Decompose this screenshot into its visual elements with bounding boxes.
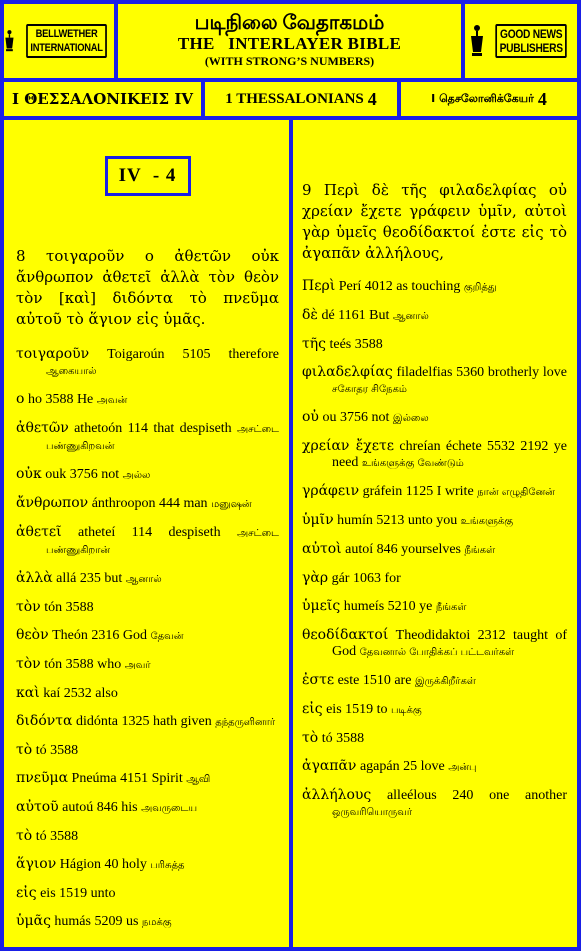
word-entry [302,758,567,776]
greek-word: τὸν [16,599,41,615]
book-name-english [205,82,397,116]
word-entry [16,599,279,616]
word-gloss: ouk 3756 not [41,467,123,482]
greek-word: πνεῦμα [16,770,69,786]
word-gloss: autoí 846 yourselves [341,542,465,557]
tamil-gloss: ஆனால் [125,574,162,585]
tamil-gloss: அவன் [96,395,128,406]
tamil-gloss: சகோதர சிநேகம் [332,384,407,395]
word-entry [302,336,567,353]
bell-figure-icon [4,24,15,58]
tamil-gloss: அன்பு [448,762,477,773]
word-entry [16,391,279,409]
greek-word: ἀθετῶν [16,420,69,436]
greek-word: γράφειν [302,483,360,499]
word-gloss: Hágion 40 holy [56,857,151,872]
word-entry [302,570,567,587]
greek-word: ἀλλήλους [302,787,372,803]
book-name-tamil [401,82,577,116]
tamil-gloss: அவருடைய [141,803,198,814]
word-entry [16,685,279,702]
word-entry [16,770,279,788]
word-entry [16,524,279,559]
book-name-greek [4,82,201,116]
word-gloss: eis 1519 to [322,702,392,717]
word-entry [16,627,279,645]
word-gloss: alleélous 240 one another [371,788,567,803]
greek-word: καὶ [16,685,40,701]
word-gloss: tó 3588 [32,829,79,844]
word-entry [302,364,567,398]
greek-word: χρείαν ἔχετε [302,438,394,454]
word-gloss: gráfein 1125 I write [359,484,478,499]
word-gloss: este 1510 are [334,673,415,688]
word-gloss: tón 3588 [40,600,94,615]
word-entry [16,656,279,674]
tamil-gloss: தந்தருளினார் [215,717,276,728]
greek-word: ἄνθρωπον [16,495,89,511]
word-gloss: teés 3588 [325,337,383,352]
greek-word: ὑμᾶς [16,913,51,929]
tamil-gloss: நமக்கு [141,917,172,928]
tamil-gloss: அசட்டை பண்ணுகிறவன் [46,424,279,452]
tamil-gloss: உங்களுக்கு [460,516,514,527]
word-entry [302,307,567,325]
book-english-chapter: 4 [367,88,377,109]
book-tamil-text: I தெசலோனிக்கேயர் [431,91,534,105]
tamil-gloss: குறித்து [463,282,497,293]
word-gloss: allá 235 but [52,571,126,586]
logo-bellwether [4,4,114,78]
logo-line: GOOD NEWS [499,27,563,41]
greek-word: ἀθετεῖ [16,524,62,540]
word-gloss: chreían échete 5532 2192 ye need [332,439,568,470]
chapter-label [105,156,191,196]
word-gloss: atheteí 114 despiseth [61,525,237,540]
greek-word: τὸ [16,828,33,844]
greek-word: δὲ [302,307,318,323]
tamil-gloss: அவர் [124,660,151,671]
bell-figure-icon [469,24,485,58]
greek-word: φιλαδελφίας [302,364,393,380]
word-gloss: Theón 2316 God [48,628,151,643]
word-entry [16,742,279,759]
word-list [16,346,279,931]
word-gloss: dé 1161 But [317,308,393,323]
word-gloss: agapán 25 love [356,759,449,774]
book-english-text: 1 THESSALONIANS [225,90,364,107]
word-entry [302,701,567,719]
word-gloss: Perí 4012 as touching [335,279,464,294]
word-entry [302,512,567,530]
greek-word: διδόντα [16,713,73,729]
greek-word: ὑμῖν [302,512,334,528]
word-gloss: tó 3588 [32,743,79,758]
greek-word: εἰς [16,885,37,901]
word-entry [302,598,567,616]
greek-word: τοιγαροῦν [16,346,90,362]
word-entry [16,828,279,845]
greek-word: ο [16,391,25,407]
greek-word: τὸ [302,730,319,746]
word-gloss: eis 1519 unto [36,886,116,901]
word-entry [302,409,567,427]
word-gloss: didónta 1325 hath given [72,714,216,729]
word-entry [302,541,567,559]
word-entry [16,570,279,588]
greek-word: ὑμεῖς [302,598,341,614]
word-entry [302,672,567,690]
tamil-gloss: தேவன் [150,631,184,642]
tamil-gloss: ஒருவரியொருவர் [332,807,413,818]
tamil-gloss: ஆகையால் [46,366,97,377]
word-entry [16,885,279,902]
tamil-gloss: படிக்கு [391,705,422,716]
tamil-gloss: அல்ல [122,470,151,481]
greek-word: οὐ [302,409,319,425]
greek-word: γὰρ [302,570,329,586]
tamil-gloss: பரிசுத்த [150,860,185,871]
logo-line: BELLWETHER [35,28,98,40]
word-entry [16,420,279,455]
tamil-gloss: ஆவி [186,774,211,785]
word-entry [16,346,279,380]
tamil-gloss: உங்களுக்கு வேண்டும் [361,458,464,469]
tamil-gloss: நான் எழுதினேன் [477,487,555,498]
greek-word: τὸ [16,742,33,758]
tamil-gloss: ஆனால் [392,311,429,322]
greek-word: θεοδίδακτοί [302,627,389,643]
word-entry [16,495,279,513]
tamil-gloss: அசட்டை பண்ணுகிறான் [46,528,279,556]
word-entry [16,913,279,931]
word-gloss: Pneúma 4151 Spirit [68,771,187,786]
logo-good-news [465,4,577,78]
word-entry [302,627,567,661]
word-gloss: filadelfias 5360 brotherly love [392,365,567,380]
tamil-gloss: மனுஷன் [211,499,252,510]
title-block [118,4,461,78]
word-entry [302,483,567,501]
greek-word: ἀγαπᾶν [302,758,357,774]
greek-word: αὐτοὶ [302,541,342,557]
verse-text: 8 τοιγαροῦν ο ἀθετῶν οὐκ ἄνθρωπον ἀθετεῖ ἀλλὰ τὸν θεὸν τὸν [καὶ] διδόντα τὸ πνεῦμα αὐτοῦ τὸ ἅγιον εἰς ὑμᾶς. [16,247,279,328]
word-gloss: Theodidaktoi 2312 taught of God [332,628,567,659]
word-entry [302,787,567,821]
word-gloss: autoú 846 his [58,800,142,815]
tamil-gloss: நீங்கள் [435,602,467,613]
word-entry [16,856,279,874]
word-gloss: humeís 5210 ye [340,599,436,614]
greek-word: τῆς [302,336,326,352]
verse-text: 9 Περὶ δὲ τῆς φιλαδελφίας οὐ χρείαν ἔχετε γράφειν ὑμῖν, αὐτοὶ γὰρ ὑμεῖς θεοδίδακτοί ἐστε εἰς τὸ ἀγαπᾶν ἀλλήλους, [302,181,567,262]
greek-word: θεὸν [16,627,49,643]
title-main: THE INTERLAYER BIBLE [177,34,402,53]
word-gloss: kaí 2532 also [39,686,118,701]
right-column [293,120,577,947]
book-greek-text: I ΘΕΣΣΑΛΟΝΙΚΕΙΣ IV [12,90,193,108]
logo-text [26,24,107,58]
word-entry [302,278,567,296]
word-gloss: ho 3588 He [24,392,97,407]
word-entry [302,730,567,747]
logo-line: INTERNATIONAL [30,42,103,54]
word-entry [16,799,279,817]
left-column [4,120,289,947]
greek-word: οὐκ [16,466,42,482]
word-gloss: Toigaroún 5105 therefore [89,347,279,362]
chapter-label-text: IV - 4 [118,165,177,186]
book-tamil-chapter: 4 [537,88,547,109]
title-sub: (WITH STRONG’S NUMBERS) [204,54,375,68]
tamil-gloss: தேவனால் போதிக்கப் பட்டவர்கள் [359,647,515,658]
word-gloss: ánthroopon 444 man [88,496,212,511]
word-gloss: gár 1063 for [328,571,401,586]
word-list [302,278,567,821]
title-tamil: படிநிலை வேதாகமம் [194,12,385,34]
greek-word: ἀλλὰ [16,570,53,586]
word-entry [16,466,279,484]
logo-line: PUBLISHERS [499,41,563,55]
greek-word: τὸν [16,656,41,672]
greek-word: ἅγιον [16,856,57,872]
greek-word: ἐστε [302,672,335,688]
greek-word: εἰς [302,701,323,717]
word-gloss: humín 5213 unto you [333,513,461,528]
tamil-gloss: இல்லை [392,413,429,424]
greek-word: Περὶ [302,278,336,294]
word-gloss: tón 3588 who [40,657,125,672]
word-gloss: humás 5209 us [50,914,142,929]
word-entry [16,713,279,731]
tamil-gloss: இருக்கிறீர்கள் [414,676,476,687]
logo-text [495,24,567,58]
greek-word: αὐτοῦ [16,799,59,815]
word-gloss: tó 3588 [318,731,365,746]
word-gloss: ou 3756 not [318,410,393,425]
word-gloss: athetoón 114 that despiseth [68,421,237,436]
tamil-gloss: நீங்கள் [464,545,496,556]
word-entry [302,438,567,472]
